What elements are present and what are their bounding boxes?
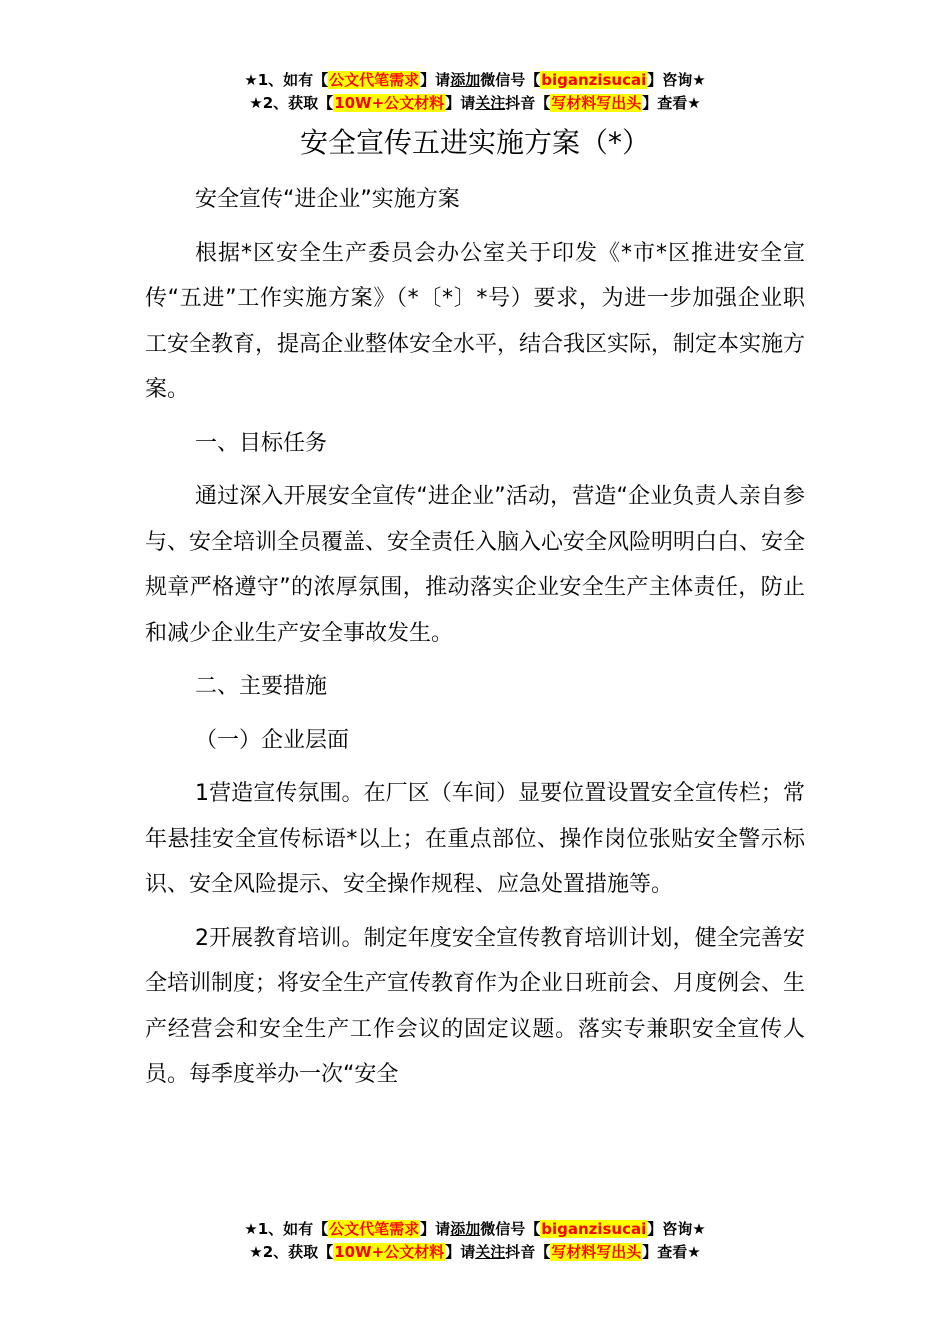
banner-highlight: 写材料写出头 xyxy=(551,94,642,112)
banner-text: ★2、获取【 xyxy=(249,1243,334,1261)
body-paragraph: 1营造宣传氛围。在厂区（车间）显要位置设置安全宣传栏；常年悬挂安全宣传标语*以上；在重点部位、操作岗位张贴安全警示标识、安全风险提示、安全操作规程、应急处置措施等。 xyxy=(145,781,805,897)
banner-text: 微信号【 xyxy=(480,1220,541,1238)
banner-highlight: 公文代笔需求 xyxy=(329,1220,420,1238)
banner-underlined-text: 关注 xyxy=(475,1243,506,1261)
banner-line-1 xyxy=(0,1218,950,1241)
body-paragraph: 根据*区安全生产委员会办公室关于印发《*市*区推进安全宣传“五进”工作实施方案》（*〔*〕*号）要求，为进一步加强企业职工安全教育，提高企业整体安全水平，结合我区实际，制定本实施方案。 xyxy=(145,240,806,402)
banner-text: 】查看★ xyxy=(642,94,701,112)
banner-text: ★2、获取【 xyxy=(249,94,334,112)
banner-text: 抖音【 xyxy=(505,94,551,112)
banner-text: 】请 xyxy=(445,94,476,112)
banner-highlight: 公文代笔需求 xyxy=(329,71,420,89)
banner-text: ★1、如有【 xyxy=(244,1220,329,1238)
banner-underlined-text: 关注 xyxy=(475,94,506,112)
banner-highlight: 10W+公文材料 xyxy=(334,1243,445,1261)
banner-text: 抖音【 xyxy=(505,1243,551,1261)
banner-text: 】咨询★ xyxy=(647,1220,706,1238)
banner-text: 】请 xyxy=(420,71,451,89)
banner-line-2 xyxy=(0,92,950,115)
section-heading: 一、目标任务 xyxy=(195,430,328,456)
banner-text: 微信号【 xyxy=(480,71,541,89)
document-title: 安全宣传五进实施方案（*） xyxy=(299,126,650,159)
body-paragraph: 通过深入开展安全宣传“进企业”活动，营造“企业负责人亲自参与、安全培训全员覆盖、安全责任入脑入心安全风险明明白白、安全规章严格遵守”的浓厚氛围，推动落实企业安全生产主体责任，防止和减少企业生产安全事故发生。 xyxy=(145,484,806,646)
banner-text: 】查看★ xyxy=(642,1243,701,1261)
banner-text: 】请 xyxy=(445,1243,476,1261)
body-paragraph: 2开展教育培训。制定年度安全宣传教育培训计划，健全完善安全培训制度；将安全生产宣传教育作为企业日班前会、月度例会、生产经营会和安全生产工作会议的固定议题。落实专兼职安全宣传人员。每季度举办一次“安全 xyxy=(145,925,806,1087)
banner-highlight: biganzisucai xyxy=(541,1220,647,1238)
banner-highlight: biganzisucai xyxy=(541,71,647,89)
banner-highlight: 10W+公文材料 xyxy=(334,94,445,112)
banner-text: 】咨询★ xyxy=(647,71,706,89)
banner-underlined-text: 添加 xyxy=(450,1220,481,1238)
banner-highlight: 写材料写出头 xyxy=(551,1243,642,1261)
banner-underlined-text: 添加 xyxy=(450,71,481,89)
bottom-banner xyxy=(0,1218,950,1264)
banner-text: 】请 xyxy=(420,1220,451,1238)
banner-line-2 xyxy=(0,1241,950,1264)
banner-text: ★1、如有【 xyxy=(244,71,329,89)
section-heading: 二、主要措施 xyxy=(195,674,328,699)
subsection-heading: （一）企业层面 xyxy=(195,727,350,753)
subtitle-paragraph: 安全宣传“进企业”实施方案 xyxy=(195,187,460,212)
banner-line-1 xyxy=(0,69,950,92)
document-body xyxy=(145,177,805,1106)
top-banner xyxy=(0,69,950,115)
